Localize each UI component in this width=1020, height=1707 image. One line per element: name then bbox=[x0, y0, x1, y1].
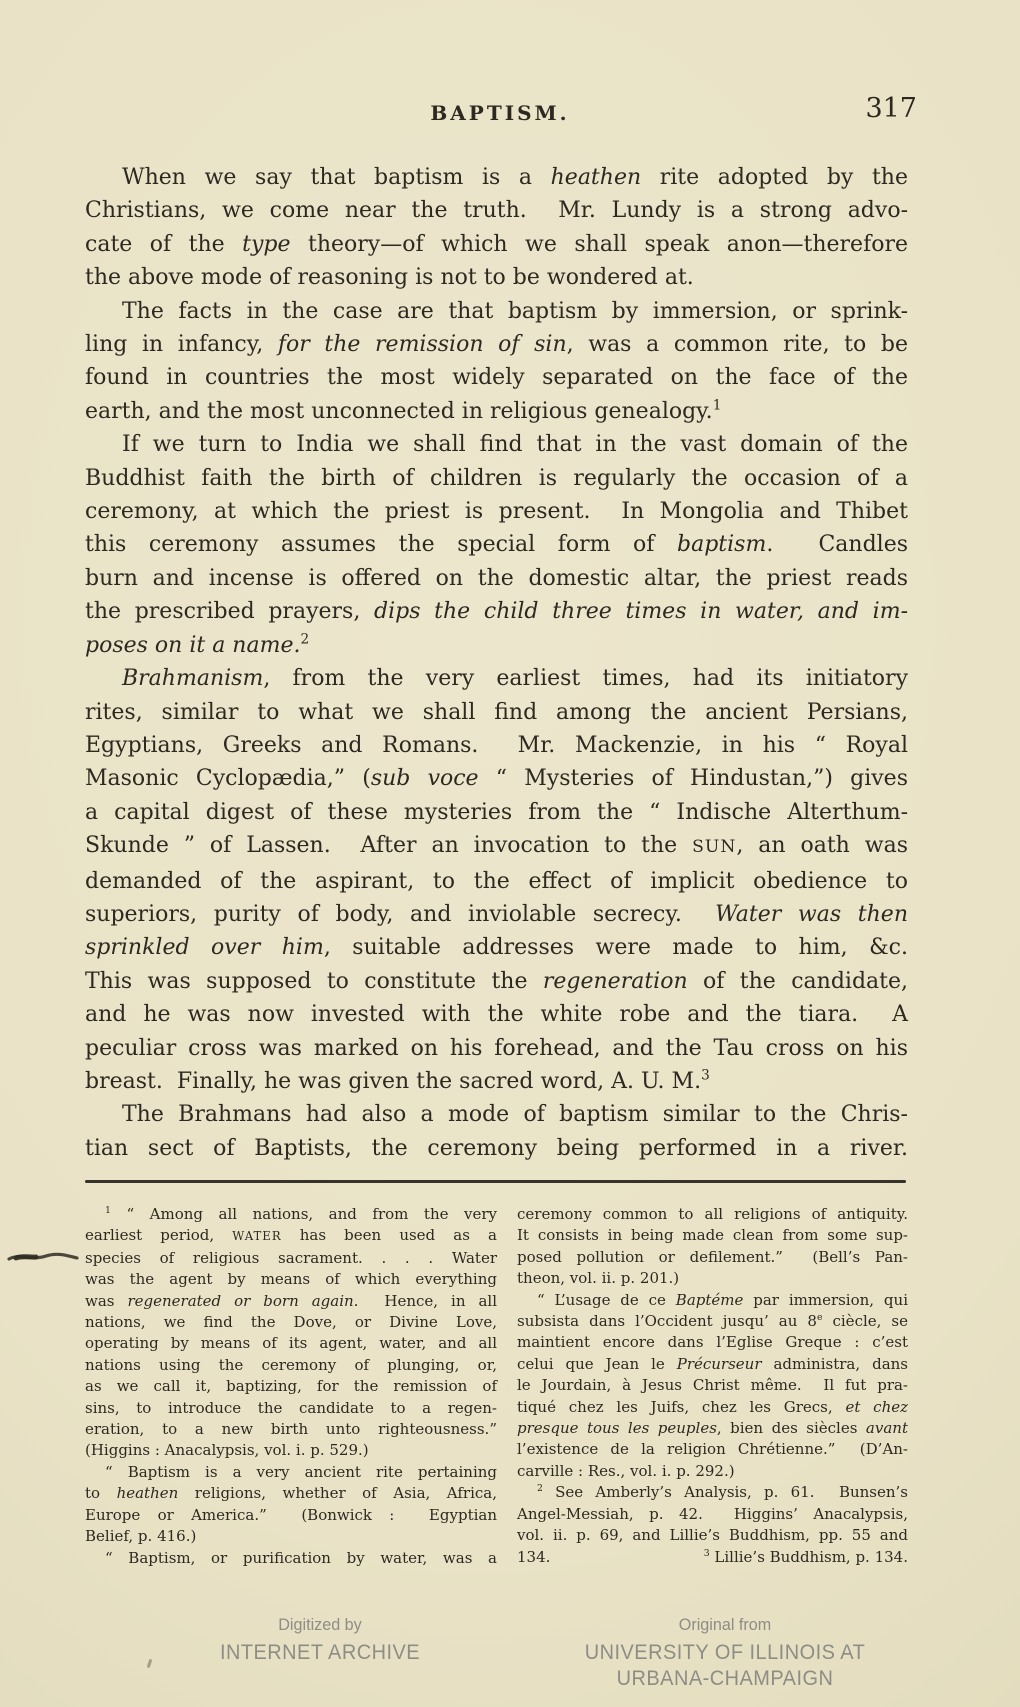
text-line bbox=[85, 395, 908, 428]
text-segment: , was a common rite, to be bbox=[566, 332, 908, 358]
text-line bbox=[85, 495, 908, 528]
watermark-label: Digitized by bbox=[278, 1615, 362, 1634]
text-segment: . Hence, in all bbox=[353, 1291, 497, 1310]
text-segment: cate of the bbox=[85, 231, 243, 257]
text-segment: of the candidate, bbox=[687, 968, 908, 994]
text-segment: et chez bbox=[845, 1397, 909, 1416]
text-segment-group bbox=[704, 1547, 908, 1568]
text-line bbox=[85, 965, 908, 998]
text-segment: nations using the ceremony of plunging, or, bbox=[85, 1355, 497, 1374]
text-segment: tian sect of Baptists, the ceremony being performed in a river. bbox=[85, 1135, 908, 1161]
text-segment: sins, to introduce the candidate to a regen- bbox=[85, 1398, 497, 1417]
text-line bbox=[517, 1482, 908, 1503]
text-line bbox=[85, 1462, 497, 1483]
text-line bbox=[85, 428, 908, 461]
text-segment: 134. bbox=[517, 1547, 551, 1566]
text-segment-group bbox=[517, 1547, 550, 1568]
text-segment: peculiar cross was marked on his forehead, and the Tau cross on his bbox=[85, 1035, 908, 1061]
text-line bbox=[517, 1247, 908, 1268]
text-segment: tiqué chez les Juifs, chez les Grecs, bbox=[517, 1397, 846, 1416]
footnote-column-right bbox=[517, 1204, 908, 1569]
text-line bbox=[85, 1269, 497, 1290]
text-segment: earth, and the most unconnected in religious genealogy. bbox=[85, 398, 713, 424]
text-segment: “ Baptism is a very ancient rite pertaining bbox=[105, 1462, 497, 1481]
text-line bbox=[85, 1376, 497, 1397]
text-segment: was the agent by means of which everything bbox=[85, 1270, 497, 1289]
watermark-source: INTERNET ARCHIVE bbox=[219, 1641, 421, 1664]
text-segment: to bbox=[85, 1484, 117, 1503]
text-segment: carville : Res., vol. i. p. 292.) bbox=[517, 1461, 735, 1480]
text-segment: eration, to a new birth unto righteousness.” bbox=[85, 1420, 497, 1439]
text-segment: 3 bbox=[703, 1547, 710, 1559]
text-line bbox=[85, 1204, 497, 1225]
text-segment: Angel-Messiah, p. 42. Higgins’ Anacalypsis, bbox=[517, 1504, 908, 1523]
text-line bbox=[517, 1204, 908, 1225]
text-segment: (Higgins : Anacalypsis, vol. i. p. 529.) bbox=[85, 1441, 369, 1460]
text-line bbox=[517, 1354, 908, 1375]
text-line bbox=[85, 1248, 497, 1269]
text-segment: , suitable addresses were made to him, &c. bbox=[323, 935, 908, 961]
text-segment: ciècle, se bbox=[822, 1312, 909, 1331]
text-segment: a capital digest of these mysteries from the “ Indische Alterthum- bbox=[85, 799, 908, 825]
text-segment: was bbox=[85, 1291, 128, 1310]
text-line bbox=[85, 1098, 908, 1131]
text-segment: as we call it, baptizing, for the remission of bbox=[85, 1377, 497, 1396]
text-segment: breast. Finally, he was given the sacred word, A. U. M. bbox=[85, 1068, 702, 1094]
text-segment: baptism bbox=[677, 532, 767, 558]
text-line bbox=[85, 595, 908, 628]
text-line bbox=[85, 1291, 497, 1312]
text-segment: heathen bbox=[116, 1484, 179, 1503]
text-line bbox=[517, 1397, 908, 1418]
text-segment: This was supposed to constitute the bbox=[85, 968, 543, 994]
text-segment: le Jourdain, à Jesus Christ même. Il fut pra- bbox=[517, 1376, 908, 1395]
footnote-column-left bbox=[85, 1204, 497, 1569]
text-segment: species of religious sacrament. . . . Water bbox=[85, 1248, 497, 1267]
text-line bbox=[517, 1332, 908, 1353]
text-segment: 2 bbox=[537, 1483, 543, 1495]
watermark-original-from bbox=[549, 1615, 901, 1692]
text-segment: avant bbox=[865, 1419, 908, 1438]
text-segment: See Amberly’s Analysis, p. 61. Bunsen’s bbox=[542, 1483, 908, 1502]
text-segment: heathen bbox=[550, 165, 642, 190]
stray-ink-mark bbox=[147, 1659, 153, 1668]
text-segment: theory—of which we shall speak anon—therefore bbox=[290, 231, 908, 257]
text-segment: operating by means of its agent, water, and all bbox=[85, 1334, 497, 1353]
text-segment: Baptéme bbox=[675, 1290, 744, 1309]
text-line bbox=[85, 1548, 497, 1569]
margin-pen-mark bbox=[6, 1248, 80, 1266]
text-segment: 1 bbox=[105, 1205, 111, 1216]
text-segment: 2 bbox=[300, 631, 310, 648]
text-segment: The Brahmans had also a mode of baptism similar to the Chris- bbox=[122, 1102, 908, 1128]
text-segment: poses on it a name. bbox=[85, 632, 301, 658]
text-segment: for the remission of sin bbox=[277, 332, 567, 358]
main-text-block bbox=[85, 161, 908, 1165]
text-segment: posed pollution or defilement.” (Bell’s Pan- bbox=[517, 1247, 908, 1266]
text-line bbox=[517, 1268, 908, 1289]
text-line bbox=[85, 528, 908, 561]
text-segment: Skunde ” of Lassen. After an invocation to the bbox=[85, 833, 693, 859]
text-segment: this ceremony assumes the special form of bbox=[85, 532, 678, 558]
text-line bbox=[85, 562, 908, 595]
text-segment: . Candles bbox=[766, 532, 909, 558]
text-line bbox=[85, 1355, 497, 1376]
text-segment: e bbox=[816, 1312, 823, 1324]
text-line bbox=[85, 361, 908, 394]
text-segment: Europe or America.” (Bonwick : Egyptian bbox=[85, 1505, 497, 1524]
text-segment: “ Mysteries of Hindustan,”) gives bbox=[478, 766, 908, 792]
text-line bbox=[85, 829, 908, 864]
watermark-digitized-by bbox=[178, 1615, 463, 1666]
text-segment: “ L’usage de ce bbox=[537, 1290, 676, 1309]
text-segment: dips the child three times in water, and im- bbox=[374, 599, 908, 625]
text-line bbox=[517, 1439, 908, 1460]
text-line bbox=[85, 1419, 497, 1440]
text-segment: found in countries the most widely separated on the face of the bbox=[85, 365, 908, 391]
text-line bbox=[85, 228, 908, 261]
text-segment: type bbox=[242, 231, 291, 257]
text-segment: par immersion, qui bbox=[743, 1290, 908, 1309]
text-segment: rites, similar to what we shall find among the ancient Persians, bbox=[85, 699, 908, 725]
footnote-divider-rule bbox=[85, 1180, 906, 1183]
text-segment: Masonic Cyclopædia,” ( bbox=[85, 766, 371, 792]
text-segment: burn and incense is offered on the domestic altar, the priest reads bbox=[85, 565, 908, 591]
text-line bbox=[85, 1483, 497, 1504]
text-line bbox=[85, 295, 908, 328]
text-segment: Précurseur bbox=[676, 1354, 762, 1373]
text-line bbox=[517, 1461, 908, 1482]
text-line bbox=[517, 1547, 908, 1568]
watermark-label: Original from bbox=[678, 1615, 772, 1634]
text-segment: If we turn to India we shall find that in the vast domain of the bbox=[122, 432, 908, 458]
text-line bbox=[85, 998, 908, 1031]
text-segment: maintient encore dans l’Eglise Greque : c’est bbox=[517, 1333, 908, 1352]
page-number: 317 bbox=[865, 93, 917, 124]
text-line bbox=[85, 729, 908, 762]
text-segment: SUN bbox=[692, 837, 737, 858]
text-line bbox=[85, 1312, 497, 1333]
text-segment: “ Among all nations, and from the very bbox=[110, 1205, 497, 1223]
text-segment: Egyptians, Greeks and Romans. Mr. Mackenzie, in his “ Royal bbox=[85, 732, 908, 758]
text-line bbox=[517, 1225, 908, 1246]
text-segment: earliest period, bbox=[85, 1226, 233, 1245]
text-segment: The facts in the case are that baptism by immersion, or sprink- bbox=[122, 298, 908, 324]
text-segment: demanded of the aspirant, to the effect of implicit obedience to bbox=[85, 868, 908, 894]
text-line bbox=[85, 1225, 497, 1247]
text-segment: celui que Jean le bbox=[517, 1354, 677, 1373]
text-line bbox=[517, 1375, 908, 1396]
text-segment: Buddhist faith the birth of children is regularly the occasion of a bbox=[85, 465, 908, 491]
text-line bbox=[85, 762, 908, 795]
text-segment: Belief, p. 416.) bbox=[85, 1527, 197, 1546]
text-segment: It consists in being made clean from some sup- bbox=[517, 1226, 908, 1245]
text-line bbox=[85, 931, 908, 964]
text-segment: WATER bbox=[232, 1229, 282, 1244]
text-line bbox=[85, 796, 908, 829]
text-segment: Lillie’s Buddhism, p. 134. bbox=[709, 1547, 908, 1566]
text-line bbox=[85, 898, 908, 931]
text-line bbox=[85, 865, 908, 898]
text-segment: and he was now invested with the white robe and the tiara. A bbox=[85, 1002, 908, 1028]
text-line bbox=[85, 662, 908, 695]
text-segment: has been used as a bbox=[281, 1226, 497, 1245]
text-segment: the prescribed prayers, bbox=[85, 599, 374, 625]
text-line bbox=[517, 1290, 908, 1311]
text-line bbox=[85, 462, 908, 495]
text-segment: Water was then bbox=[715, 901, 908, 927]
text-segment: nations, we find the Dove, or Divine Love, bbox=[85, 1313, 497, 1332]
text-segment: rite adopted by the bbox=[641, 165, 908, 190]
text-line bbox=[85, 1398, 497, 1419]
text-line bbox=[85, 1132, 908, 1165]
text-line bbox=[85, 1032, 908, 1065]
text-segment: 1 bbox=[712, 397, 722, 414]
text-line bbox=[85, 1505, 497, 1526]
text-line bbox=[85, 161, 908, 194]
text-segment: vol. ii. p. 69, and Lillie’s Buddhism, pp. 55 and bbox=[517, 1526, 908, 1545]
text-segment: “ Baptism, or purification by water, was a bbox=[105, 1548, 497, 1567]
text-line bbox=[517, 1525, 908, 1546]
text-segment: presque tous les peuples bbox=[517, 1419, 717, 1438]
text-segment: Christians, we come near the truth. Mr. Lundy is a strong advo- bbox=[85, 198, 908, 224]
text-segment: ceremony common to all religions of antiquity. bbox=[517, 1205, 908, 1223]
text-segment: administra, dans bbox=[761, 1354, 908, 1373]
text-line bbox=[85, 328, 908, 361]
text-segment: subsista dans l’Occident jusqu’ au 8 bbox=[517, 1312, 817, 1331]
text-segment: l’existence de la religion Chrétienne.” (D’An- bbox=[517, 1440, 908, 1459]
text-segment: ling in infancy, bbox=[85, 332, 278, 358]
text-segment: , from the very earliest times, had its initiatory bbox=[263, 666, 908, 692]
text-segment: , bien des siècles bbox=[716, 1419, 866, 1438]
text-segment: Brahmanism bbox=[122, 666, 264, 692]
text-line bbox=[85, 696, 908, 729]
text-segment: ceremony, at which the priest is present. In Mongolia and Thibet bbox=[85, 499, 908, 525]
watermark-institution-line1: UNIVERSITY OF ILLINOIS AT bbox=[584, 1641, 866, 1664]
text-line bbox=[85, 261, 908, 294]
text-segment: religions, whether of Asia, Africa, bbox=[178, 1484, 497, 1503]
text-line bbox=[517, 1418, 908, 1439]
text-line bbox=[517, 1311, 908, 1332]
text-segment: , an oath was bbox=[736, 833, 908, 859]
text-segment: theon, vol. ii. p. 201.) bbox=[517, 1269, 680, 1288]
text-line bbox=[85, 1440, 497, 1461]
text-segment: When we say that baptism is a bbox=[122, 165, 551, 190]
text-segment: sub voce bbox=[370, 766, 479, 792]
text-segment: superiors, purity of body, and inviolable secrecy. bbox=[85, 901, 716, 927]
text-line bbox=[85, 194, 908, 227]
text-line bbox=[85, 629, 908, 662]
text-line bbox=[85, 1065, 908, 1098]
text-segment: regenerated or born again bbox=[127, 1291, 354, 1310]
text-line bbox=[85, 1333, 497, 1354]
text-line bbox=[517, 1504, 908, 1525]
text-segment: the above mode of reasoning is not to be wondered at. bbox=[85, 265, 694, 291]
watermark-institution-line2: URBANA-CHAMPAIGN bbox=[616, 1667, 834, 1690]
text-segment: sprinkled over him bbox=[85, 935, 324, 961]
text-segment: 3 bbox=[701, 1067, 710, 1084]
chapter-title: BAPTISM. bbox=[430, 101, 570, 125]
text-line bbox=[85, 1526, 497, 1547]
text-segment: regeneration bbox=[542, 968, 688, 994]
footnotes-section bbox=[85, 1204, 908, 1569]
running-head bbox=[60, 101, 940, 125]
